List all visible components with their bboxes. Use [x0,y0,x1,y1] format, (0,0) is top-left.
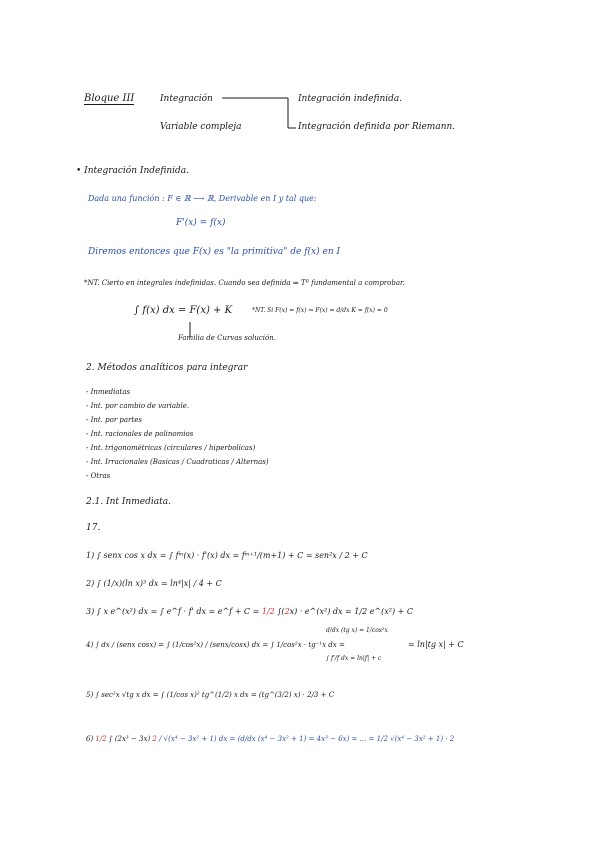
section21-title: 2.1. Int Inmediata. [86,497,171,507]
exercise-6-red-two: 2 [152,735,157,743]
nt-line: *NT. Cierto en integrales indefinidas. Cuando sea definida ⇒ Tª fundamental a comprobar. [84,279,405,287]
exercise-6 [86,736,454,743]
exercise-4-aside-log: ∫ f'/f dx = ln|f| + c [326,655,382,662]
exercise-6-part: 6) [86,735,96,743]
exercise-4-result: = ln|tg x| + C [408,640,464,649]
exercise-6-part: ∫ (2x³ − 3x) [106,735,153,743]
exercise-3-part: ∫( [274,607,285,616]
method-item: - Inmediatas [86,388,131,396]
exercise-3-red-two: 2 [284,607,290,616]
method-item: - Int. Irracionales (Basicas / Cuadraticas / Alternas) [86,458,269,466]
method-item: - Int. trigonométricas (circulares / hiperbolicas) [86,444,256,452]
exercise-4: 4) ∫ dx / (senx cosx) = ∫ (1/cos²x) / (senx/cosx) dx = ∫ 1/cos²x · tg⁻¹x dx = [86,641,345,649]
exercise-3-red-factor: 1/2 [261,607,275,616]
integracion-label: Integración [160,94,213,104]
exercise-6-red-factor: 1/2 [95,735,107,743]
exercise-number: 17. [86,523,101,533]
bloque-title: Bloque III [84,93,135,104]
exercise-5: 5) ∫ sec²x √tg x dx = ∫ (1/cos x)² tg^(1/2) x dx = (tg^(3/2) x) · 2/3 + C [86,691,335,699]
exercise-6-part: / √(x⁴ − 3x² + 1) dx = (d/dx (x⁴ − 3x² + 1) = 4x³ − 6x) = ... = [156,735,377,743]
nt-side-note: *NT. Si F(x) = f(x) ⇒ F(x) = d/dx K = f(x) = 0 [252,307,388,314]
fprime-line: F'(x) = f(x) [176,218,226,228]
integral-definition: ∫ f(x) dx = F(x) + K [134,305,233,316]
exercise-1: 1) ∫ senx cos x dx = ∫ fᵐ(x) · f'(x) dx = fᵐ⁺¹/(m+1) + C = sen²x / 2 + C [86,551,368,560]
exercise-3 [86,608,413,616]
method-item: - Int. por cambio de variable. [86,402,190,410]
exercise-3-part: x) · e^(x²) dx = 1/2 e^(x²) + C [289,607,414,616]
integracion-definida-label: Integración definida por Riemann. [298,122,456,132]
method-item: - Otras [86,472,111,480]
diremos-line: Diremos entonces que F(x) es "la primitiva" de f(x) en I [88,247,341,257]
exercise-6-part: 1/2 [376,735,388,743]
section2-title: 2. Métodos analíticos para integrar [86,363,248,373]
dada-line: Dada una función : F ∈ ℝ ⟶ ℝ, Derivable en I y tal que: [88,194,317,203]
section1-title: • Integración Indefinida. [76,166,189,176]
exercise-2: 2) ∫ (1/x)(ln x)³ dx = ln⁴|x| / 4 + C [86,579,222,588]
method-item: - Int. por partes [86,416,142,424]
exercise-6-part: √(x⁴ − 3x² + 1) · 2 [387,735,455,743]
exercise-3-part: 3) ∫ x e^(x²) dx = ∫ e^f · f' dx = e^f + C = [86,607,262,616]
integracion-indefinida-label: Integración indefinida. [298,94,403,104]
variable-compleja-label: Variable compleja [160,122,242,132]
method-item: - Int. racionales de polinomios [86,430,194,438]
familia-label: Familia de Curvas solución. [178,334,276,342]
exercise-4-aside-derivative: d/dx (tg x) = 1/cos²x [326,627,388,634]
